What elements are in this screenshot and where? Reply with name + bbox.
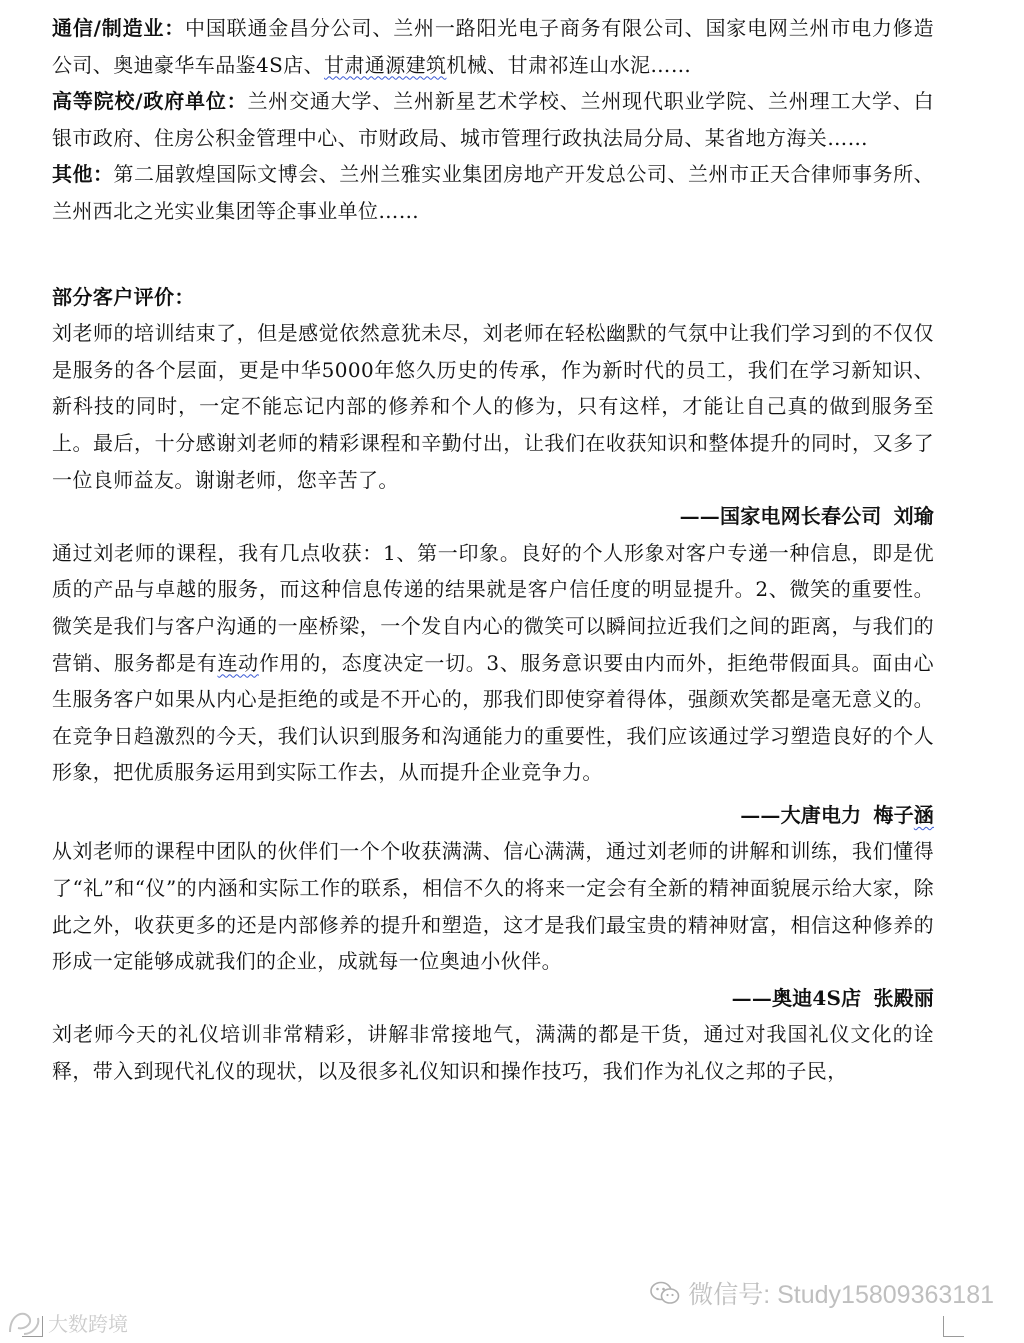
paragraph-gap — [52, 230, 934, 279]
review-paragraph: 刘老师的培训结束了，但是感觉依然意犹未尽，刘老师在轻松幽默的气氛中让我们学习到的不仅仅是服务的各个层面，更是中华5000年悠久历史的传承，作为新时代的员工，我们在学习新知识、新科技的同时，一定不能忘记内部的修养和个人的修为，只有这样，才能让自己真的做到服务至上。最后，十分感谢刘老师的精彩课程和辛勤付出，让我们在收获知识和整体提升的同时，又多了一位良师益友。谢谢老师，您辛苦了。 — [52, 321, 934, 492]
review-paragraph — [52, 535, 934, 791]
spellcheck-flagged-text: 连动 — [217, 650, 259, 675]
signature-org: ——大唐电力 — [740, 802, 862, 827]
category-label: 高等院校/政府单位： — [52, 89, 248, 114]
watermark-text: 微信号: Study15809363181 — [688, 1281, 994, 1309]
category-text: 兰州交通大学、兰州新星艺术学校、兰州现代职业学院、兰州理工大学、白银市政府、住房公积金管理中心、市财政局、城市管理行政执法局分局、某省地方海关…… — [52, 89, 934, 150]
category-label: 其他： — [52, 162, 114, 187]
review-signature — [52, 498, 934, 535]
spellcheck-flagged-text: 涵 — [913, 802, 934, 827]
review-paragraph: 从刘老师的课程中团队的伙伴们一个个收获满满、信心满满，通过刘老师的讲解和训练，我们懂得了“礼”和“仪”的内涵和实际工作的联系，相信不久的将来一定会有全新的精神面貌展示给大家，除此之外，收获更多的还是内部修养的提升和塑造，这才是我们最宝贵的精神财富，相信这种修养的形成一定能够成就我们的企业，成就每一位奥迪小伙伴。 — [52, 839, 934, 974]
category-text: 第二届敦煌国际文博会、兰州兰雅实业集团房地产开发总公司、兰州市正天合律师事务所、兰州西北之光实业集团等企事业单位…… — [52, 162, 935, 223]
review-text-tail: 作用的，态度决定一切。3、服务意识要由内而外，拒绝带假面具。面由心生服务客户如果从内心是拒绝的或是不开心的，那我们即使穿着得体，强颜欢笑都是毫无意义的。在竞争日趋激烈的今天，我们认识到服务和沟通能力的重要性，我们应该通过学习塑造良好的个人形象，把优质服务运用到实际工作去，从而提升企业竞争力。 — [52, 650, 934, 785]
category-text: 中国联通金昌分公司、兰州一路阳光电子商务有限公司、国家电网兰州市电力修造公司、奥迪豪华车品鉴4S店、 — [52, 16, 935, 77]
page-corner-crop-mark — [22, 1316, 43, 1337]
category-text-tail: 机械、甘肃祁连山水泥…… — [446, 52, 692, 77]
signature-name — [873, 803, 934, 827]
corner-logo-text: 大数跨境 — [48, 1313, 128, 1336]
review-signature — [52, 797, 934, 834]
client-category-education-government — [52, 83, 934, 156]
review-paragraph: 刘老师今天的礼仪培训非常精彩，讲解非常接地气，满满的都是干货，通过对我国礼仪文化的诠释，带入到现代礼仪的现状，以及很多礼仪知识和操作技巧，我们作为礼仪之邦的子民， — [52, 1022, 934, 1084]
reviews-heading: 部分客户评价： — [52, 284, 195, 309]
category-label: 通信/制造业： — [52, 16, 186, 40]
wechat-watermark — [650, 1275, 994, 1311]
signature-org: ——国家电网长春公司 — [679, 504, 882, 529]
signature-org: ——奥迪4S店 — [731, 985, 862, 1010]
spellcheck-flagged-text: 甘肃通源建筑 — [324, 52, 447, 77]
client-category-telecom — [52, 10, 934, 83]
document-page — [52, 10, 934, 1090]
wechat-icon — [650, 1280, 680, 1306]
client-category-other — [52, 156, 934, 229]
review-text: 通过刘老师的课程，我有几点收获：1、第一印象。良好的个人形象对客户专递一种信息，即是优质的产品与卓越的服务，而这种信息传递的结果就是客户信任度的明显提升。2、微笑的重要性。微笑是我们与客户沟通的一座桥梁，一个发自内心的微笑可以瞬间拉近我们之间的距离，与我们的营销、服务都是有 — [52, 540, 934, 675]
signature-name: 刘瑜 — [893, 504, 934, 529]
review-signature — [52, 980, 934, 1017]
page-corner-crop-mark — [943, 1316, 964, 1337]
signature-name-text: 梅子 — [873, 802, 914, 827]
signature-name: 张殿丽 — [873, 985, 934, 1010]
